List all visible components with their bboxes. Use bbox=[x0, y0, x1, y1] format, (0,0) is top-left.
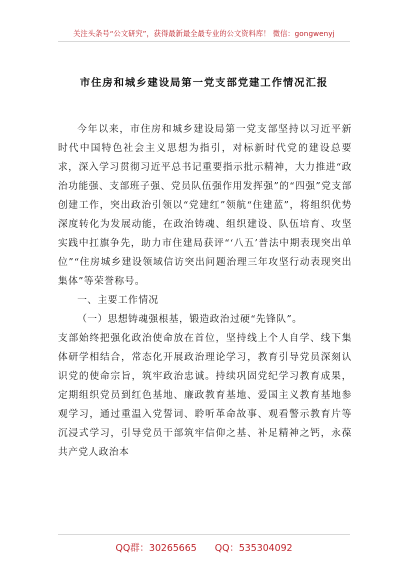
document-title: 市住房和城乡建设局第一党支部党建工作情况汇报 bbox=[79, 77, 329, 89]
section-heading: 一、主要工作情况 bbox=[77, 295, 159, 306]
header-divider bbox=[58, 41, 350, 42]
footer-qq-number: QQ：535304092 bbox=[214, 543, 293, 554]
subsection-paragraph: 支部始终把强化政治使命放在首位，坚持线上个人自学、线下集体研学相结合，常态化开展政治理论学习，教育引导党员深刻认识党的使命宗旨，筑牢政治忠诚。持续巩固党纪学习教育成果，定期组织党员到红色基地、廉政教育基地、爱国主义教育基地参观学习，通过重温入党誓词、聆听革命故事、观看警示教育片等沉浸式学习，引导党员干部筑牢信仰之基、补足精神之钙，永葆共产党人政治本 bbox=[58, 333, 352, 458]
footer-divider bbox=[58, 534, 350, 535]
footer-contact bbox=[0, 540, 408, 554]
document-body bbox=[58, 120, 352, 462]
footer-qq-group: QQ群：30265665 bbox=[115, 543, 197, 554]
intro-paragraph: 今年以来，市住房和城乡建设局第一党支部坚持以习近平新时代中国特色社会主义思想为指引，对标新时代党的建设总要求，深入学习贯彻习近平总书记重要指示批示精神，大力推进“政治功能强、支部班子强、党员队伍强作用发挥强”的“四强”党支部创建工作，突出政治引领以“党建红”领航“住建蓝”，将组织优势深度转化为发展动能，在政治铸魂、组织建设、队伍培育、攻坚实践中扛旗争先，助力市住建局获评“‘八五’普法中期表现突出单位”“住房城乡建设领域信访突出问题治理三年攻坚行动表现突出集体”等荣誉称号。 bbox=[58, 124, 352, 287]
header-banner: 关注头条号“公文研究”，获得最新最全最专业的公文资料库！ 微信：gongwenyj bbox=[73, 29, 335, 38]
subsection-heading: （一）思想铸魂强根基，锻造政治过硬“先锋队”。 bbox=[77, 314, 303, 325]
